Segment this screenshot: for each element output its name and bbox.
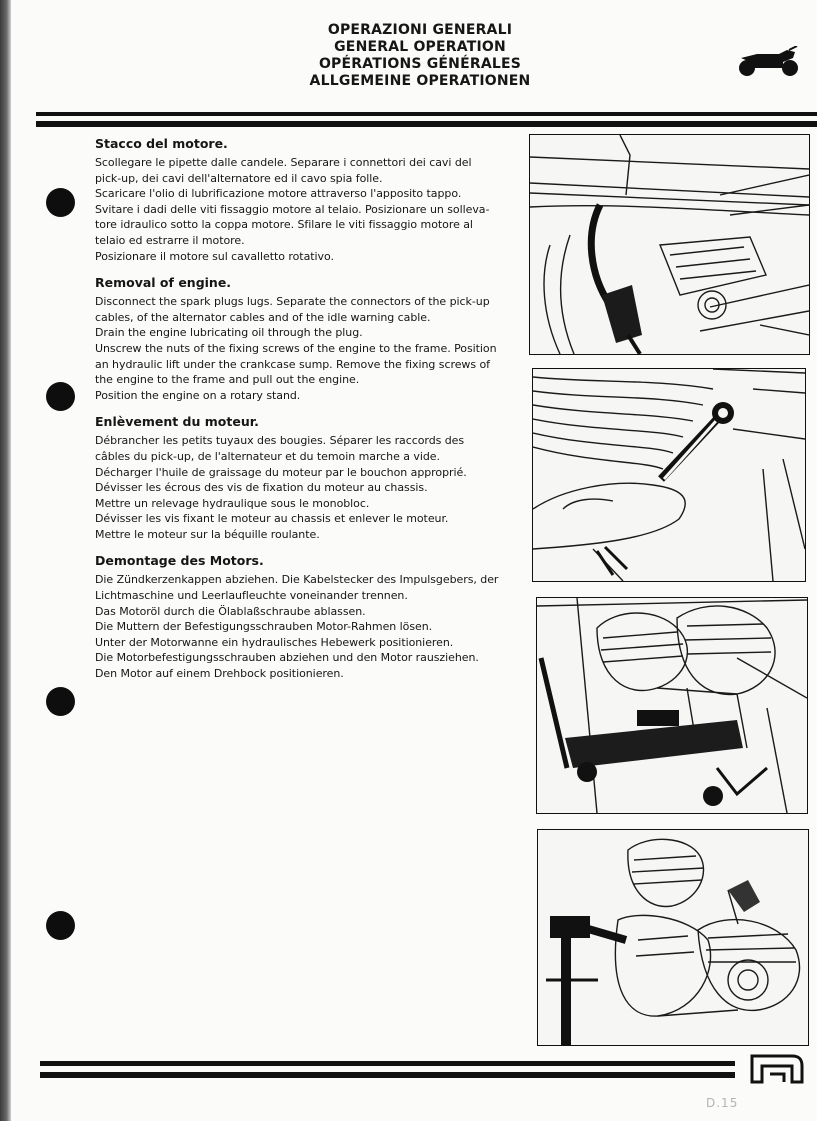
- bottom-rule-thick: [40, 1072, 735, 1078]
- binder-hole: [46, 188, 75, 217]
- page-header: [220, 22, 620, 90]
- section-title: Removal of engine.: [95, 275, 232, 291]
- body-line: Das Motoröl durch die Ölablaßschraube ablassen.: [95, 604, 366, 618]
- body-line: Svitare i dadi delle viti fissaggio motore al telaio. Posizionare un solleva-: [95, 202, 490, 216]
- section-english: [95, 275, 511, 403]
- body-line: Dévisser les écrous des vis de fixation du moteur au chassis.: [95, 481, 428, 495]
- header-line-english: GENERAL OPERATION: [334, 39, 506, 55]
- text-column: [95, 136, 511, 693]
- body-line: Die Zündkerzenkappen abziehen. Die Kabelstecker des Impulsgebers, der: [95, 573, 499, 587]
- wrench-illustration: [533, 369, 805, 581]
- body-line: Décharger l'huile de graissage du moteur par le bouchon approprié.: [95, 465, 467, 479]
- header-line-german: ALLGEMEINE OPERATIONEN: [309, 73, 531, 89]
- body-line: Mettre le moteur sur la béquille roulante.: [95, 527, 320, 541]
- page-number: D.15: [706, 1096, 739, 1110]
- body-line: Position the engine on a rotary stand.: [95, 388, 301, 402]
- body-line: Unscrew the nuts of the fixing screws of the engine to the frame. Position: [95, 341, 497, 355]
- section-french: [95, 414, 511, 542]
- figure-hydraulic-lift: [536, 597, 808, 814]
- body-line: Scaricare l'olio di lubrificazione motore attraverso l'apposito tappo.: [95, 187, 462, 201]
- binding-edge: [0, 0, 11, 1121]
- body-line: telaio ed estrarre il motore.: [95, 233, 245, 247]
- section-title: Stacco del motore.: [95, 136, 228, 151]
- bottom-rule-thin: [40, 1061, 735, 1066]
- body-line: pick-up, dei cavi dell'alternatore ed il cavo spia folle.: [95, 171, 383, 185]
- body-line: Débrancher les petits tuyaux des bougies. Séparer les raccords des: [95, 434, 465, 448]
- body-line: Posizionare il motore sul cavalletto rotativo.: [95, 249, 334, 263]
- body-line: Unter der Motorwanne ein hydraulisches Hebewerk positionieren.: [95, 635, 454, 649]
- header-line-italian: OPERAZIONI GENERALI: [327, 22, 513, 38]
- body-line: an hydraulic lift under the crankcase sump. Remove the fixing screws of: [95, 357, 490, 371]
- hydraulic-lift-illustration: [537, 598, 807, 813]
- body-line: Lichtmaschine und Leerlaufleuchte voneinander trennen.: [95, 589, 408, 603]
- top-rule-thick: [36, 121, 817, 127]
- spark-plug-illustration: [530, 135, 809, 354]
- header-line-french: OPÉRATIONS GÉNÉRALES: [318, 56, 522, 72]
- section-italian: [95, 136, 511, 264]
- body-line: the engine to the frame and pull out the engine.: [95, 373, 360, 387]
- body-line: Mettre un relevage hydraulique sous le monobloc.: [95, 496, 370, 510]
- binder-hole: [46, 911, 75, 940]
- body-line: Scollegare le pipette dalle candele. Separare i connettori dei cavi del: [95, 156, 472, 169]
- body-line: Disconnect the spark plugs lugs. Separate the connectors of the pick-up: [95, 295, 490, 309]
- section-title: Enlèvement du moteur.: [95, 414, 259, 430]
- body-line: Die Muttern der Befestigungsschrauben Motor-Rahmen lösen.: [95, 620, 433, 634]
- body-line: Dévisser les vis fixant le moteur au chassis et enlever le moteur.: [95, 512, 449, 526]
- motorcycle-icon: [735, 46, 801, 78]
- body-line: câbles du pick-up, de l'alternateur et du temoin marche a vide.: [95, 449, 440, 463]
- publisher-logo: [748, 1052, 806, 1086]
- section-german: [95, 553, 511, 681]
- binder-hole: [46, 687, 75, 716]
- figure-rotary-stand: [537, 829, 809, 1046]
- binder-hole: [46, 382, 75, 411]
- body-line: tore idraulico sotto la coppa motore. Sfilare le viti fissaggio motore al: [95, 218, 473, 232]
- rotary-stand-illustration: [538, 830, 808, 1045]
- top-rule-thin: [36, 112, 817, 116]
- figure-spark-plug-disconnect: [529, 134, 810, 355]
- figure-wrench-drain: [532, 368, 806, 582]
- body-line: cables, of the alternator cables and of the idle warning cable.: [95, 310, 431, 324]
- body-line: Den Motor auf einem Drehbock positionieren.: [95, 667, 344, 681]
- body-line: Drain the engine lubricating oil through the plug.: [95, 326, 363, 340]
- section-title: Demontage des Motors.: [95, 553, 264, 569]
- body-line: Die Motorbefestigungsschrauben abziehen und den Motor rausziehen.: [95, 651, 479, 665]
